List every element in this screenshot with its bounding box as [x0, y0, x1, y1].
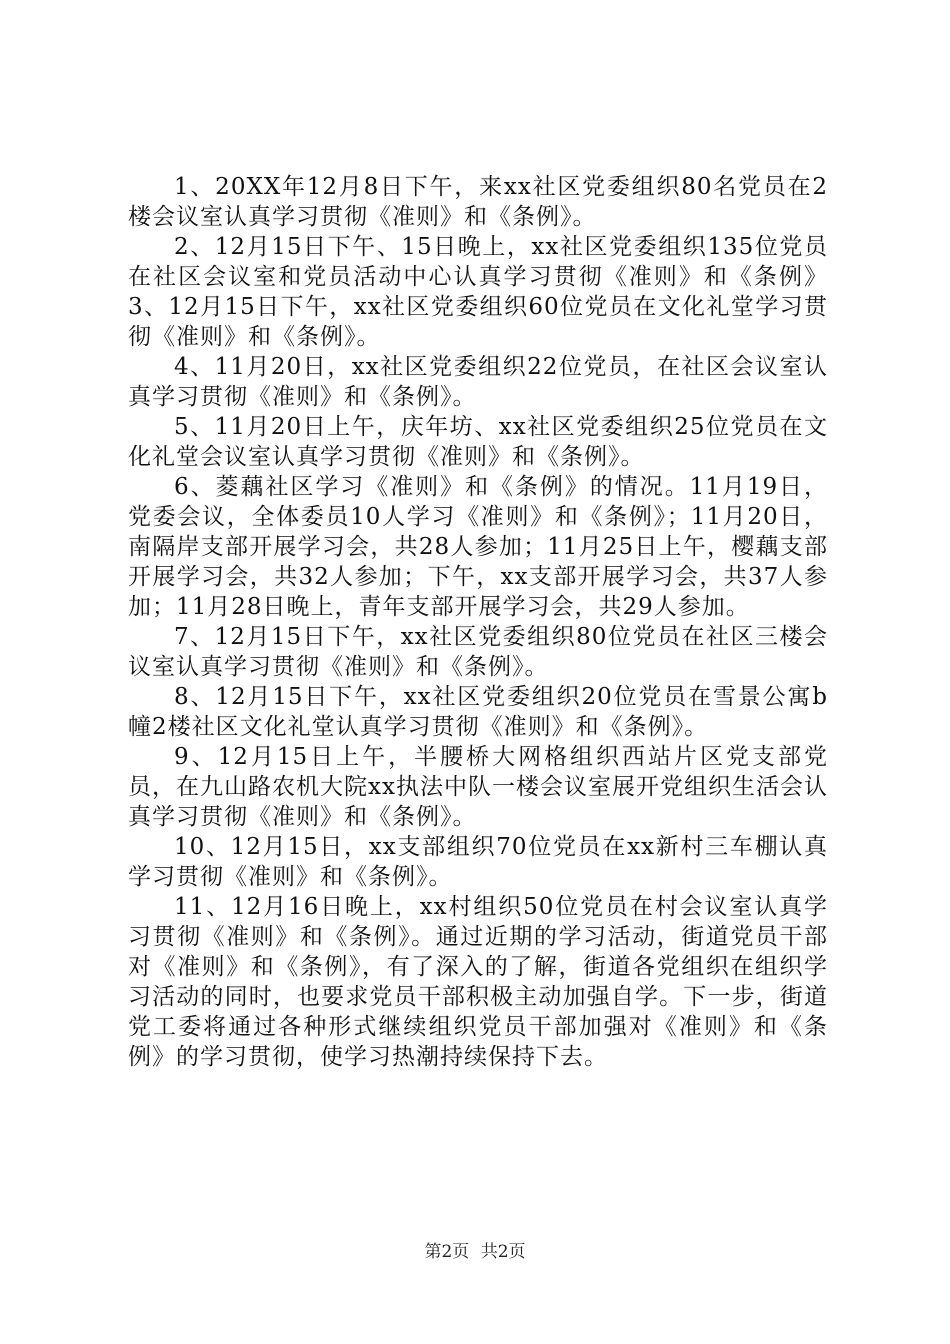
paragraph-9: 10、12月15日，xx支部组织70位党员在xx新村三车棚认真学习贯彻《准则》和《条例》。 — [128, 834, 828, 890]
page-number-total: 共2页 — [480, 1242, 526, 1262]
page-number-current: 第2页 — [424, 1242, 470, 1262]
paragraph-2: 2、12月15日下午、15日晚上，xx社区党委组织135位党员在社区会议室和党员活动中心认真学习贯彻《准则》和《条例》3、12月15日下午，xx社区党委组织60位党员在文化礼堂学习贯彻《准则》和《条例》。 — [128, 234, 828, 350]
paragraph-1: 1、20XX年12月8日下午，来xx社区党委组织80名党员在2楼会议室认真学习贯彻《准则》和《条例》。 — [128, 174, 828, 230]
paragraph-4: 5、11月20日上午，庆年坊、xx社区党委组织25位党员在文化礼堂会议室认真学习贯彻《准则》和《条例》。 — [128, 414, 828, 470]
page-footer — [0, 1241, 950, 1263]
paragraph-3: 4、11月20日，xx社区党委组织22位党员，在社区会议室认真学习贯彻《准则》和《条例》。 — [128, 354, 828, 410]
paragraph-5: 6、菱藕社区学习《准则》和《条例》的情况。11月19日，党委会议，全体委员10人学习《准则》和《条例》；11月20日，南隔岸支部开展学习会，共28人参加；11月25日上午，樱藕支部开展学习会，共32人参加；下午，xx支部开展学习会，共37人参加；11月28日晚上，青年支部开展学习会，共29人参加。 — [128, 474, 828, 620]
paragraph-10: 11、12月16日晚上，xx村组织50位党员在村会议室认真学习贯彻《准则》和《条例》。通过近期的学习活动，街道党员干部对《准则》和《条例》，有了深入的了解，街道各党组织在组织学习活动的同时，也要求党员干部积极主动加强自学。下一步，街道党工委将通过各种形式继续组织党员干部加强对《准则》和《条例》的学习贯彻，使学习热潮持续保持下去。 — [128, 894, 828, 1070]
paragraph-8: 9、12月15日上午，半腰桥大网格组织西站片区党支部党员，在九山路农机大院xx执法中队一楼会议室展开党组织生活会认真学习贯彻《准则》和《条例》。 — [128, 744, 828, 830]
paragraph-6: 7、12月15日下午，xx社区党委组织80位党员在社区三楼会议室认真学习贯彻《准则》和《条例》。 — [128, 624, 828, 680]
paragraph-7: 8、12月15日下午，xx社区党委组织20位党员在雪景公寓b幢2楼社区文化礼堂认真学习贯彻《准则》和《条例》。 — [128, 684, 828, 740]
document-body — [128, 172, 828, 1072]
